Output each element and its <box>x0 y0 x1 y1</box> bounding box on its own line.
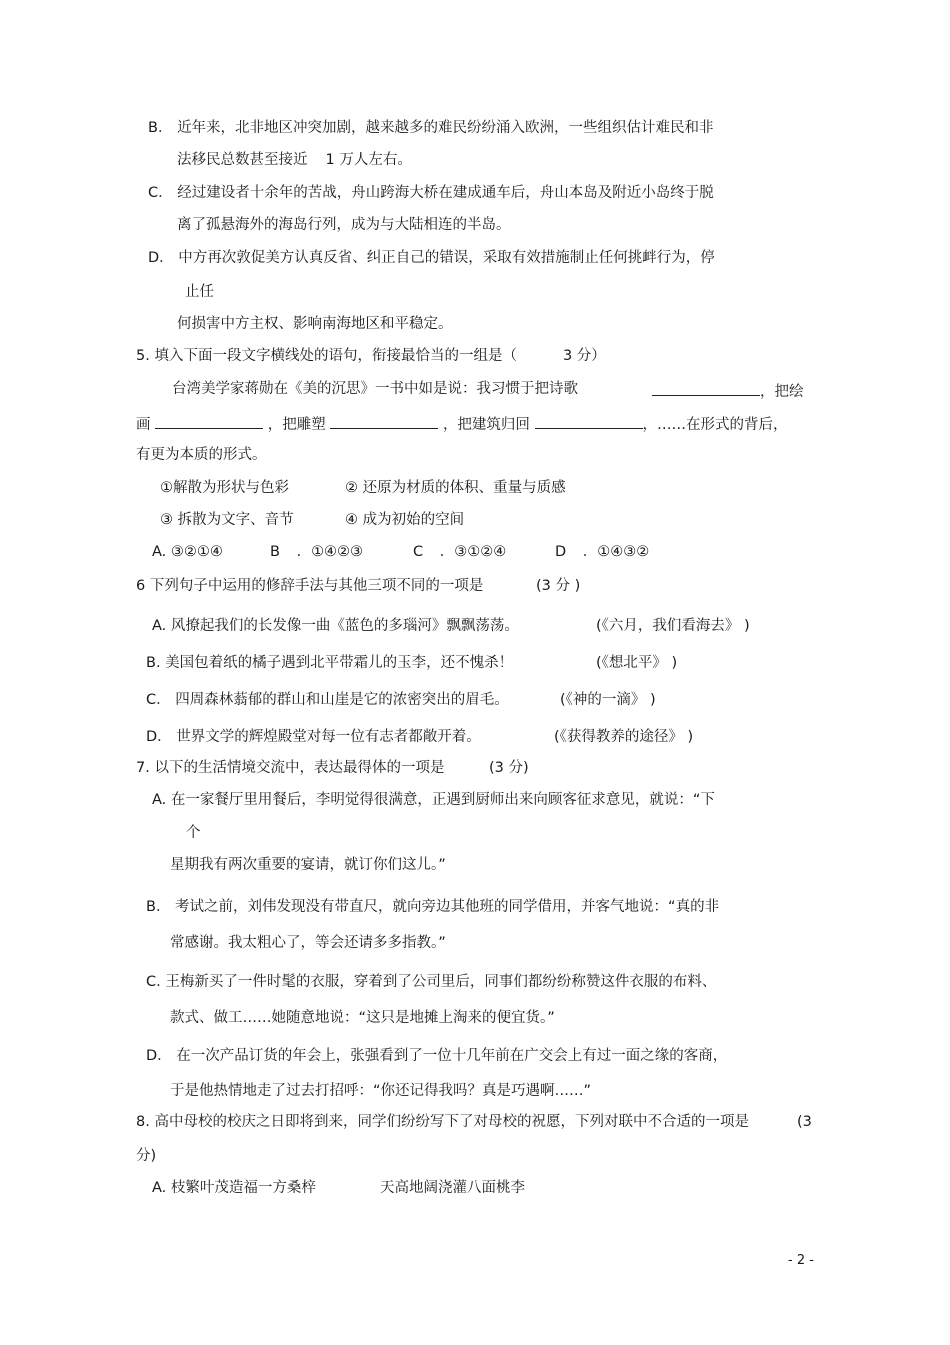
q6-option-b[interactable]: B. 美国包着纸的橘子遇到北平带霜儿的玉李，还不愧杀！ <box>146 655 514 671</box>
q4-option-c-line1: C． 经过建设者十余年的苦战，舟山跨海大桥在建成通车后，舟山本岛及附近小岛终于脱 <box>148 185 714 201</box>
q4-option-d-line2: 止任 <box>185 284 214 300</box>
q5-item-2: ② 还原为材质的体积、重量与质感 <box>345 480 566 496</box>
q7-stem: 7. 以下的生活情境交流中，表达最得体的一项是 <box>136 760 445 776</box>
q6-option-a[interactable]: A. 风撩起我们的长发像一曲《蓝色的多瑙河》飘飘荡荡。 <box>152 618 519 634</box>
q4-option-d-line1: D． 中方再次敦促美方认真反省、纠正自己的错误，采取有效措施制止任何挑衅行为，停 <box>148 250 715 266</box>
q7-option-c-line2: 款式、做工……她随意地说：“这只是地摊上淘来的便宜货。” <box>170 1010 555 1026</box>
q4-option-b-line1: B． 近年来，北非地区冲突加剧，越来越多的难民纷纷涌入欧洲，一些组织估计难民和非 <box>148 120 714 136</box>
q4-option-d-line3: 何损害中方主权、影响南海地区和平稳定。 <box>177 316 453 332</box>
q5-blank-2[interactable] <box>155 413 263 429</box>
q5-item-1: ①解散为形状与色彩 <box>160 480 289 496</box>
q8-option-a-right: 天高地阔浇灌八面桃李 <box>380 1180 525 1196</box>
q6-option-c-source: (《神的一滴》 ) <box>560 692 656 708</box>
q6-option-d[interactable]: D． 世界文学的辉煌殿堂对每一位有志者都敞开着。 <box>146 729 481 745</box>
page-number: - 2 - <box>788 1253 814 1268</box>
q7-option-b-line2: 常感谢。我太粗心了，等会还请多多指教。” <box>170 935 446 951</box>
q7-option-a-line3: 星期我有两次重要的宴请，就订你们这儿。” <box>170 857 446 873</box>
q5-blank-4[interactable] <box>535 413 643 429</box>
q6-option-a-source: (《六月，我们看海去》 ) <box>596 618 750 634</box>
q5-item-4: ④ 成为初始的空间 <box>345 512 465 528</box>
q7-score: (3 分) <box>489 760 529 776</box>
q5-passage-line2: 画 ，把雕塑 ，把建筑归回 ，……在形式的背后， <box>136 413 788 434</box>
q6-option-c[interactable]: C． 四周森林蓊郁的群山和山崖是它的浓密突出的眉毛。 <box>146 692 509 708</box>
q5-stem: 5. 填入下面一段文字横线处的语句，衔接最恰当的一组是（ 3 分） <box>136 348 606 364</box>
q5-choice-a[interactable]: A. ③②①④ <box>152 544 223 560</box>
q5-choice-d[interactable]: D ．①④③② <box>555 544 650 560</box>
q8-score-cont: 分) <box>136 1148 157 1164</box>
q5-item-3: ③ 拆散为文字、音节 <box>160 512 294 528</box>
q5-passage-line1-end: ，把绘 <box>652 380 804 401</box>
q6-option-b-source: (《想北平》 ) <box>596 655 678 671</box>
q7-option-c-line1[interactable]: C. 王梅新买了一件时髦的衣服，穿着到了公司里后，同事们都纷纷称赞这件衣服的布料、 <box>146 974 717 990</box>
q8-option-a[interactable]: A. 枝繁叶茂造福一方桑梓 <box>152 1180 316 1196</box>
q6-option-d-source: (《获得教养的途径》 ) <box>554 729 694 745</box>
q7-option-d-line2: 于是他热情地走了过去打招呼：“你还记得我吗？真是巧遇啊……” <box>170 1083 592 1099</box>
q4-option-b-line2: 法移民总数甚至接近 1 万人左右。 <box>177 152 412 168</box>
q5-blank-1[interactable] <box>652 380 760 396</box>
q5-passage-line1: 台湾美学家蒋勋在《美的沉思》一书中如是说：我习惯于把诗歌 <box>172 381 578 397</box>
q6-score: (3 分 ) <box>536 578 581 594</box>
q5-blank-3[interactable] <box>330 413 438 429</box>
q5-choice-b[interactable]: B ．①④②③ <box>270 544 364 560</box>
q5-choice-c[interactable]: C ．③①②④ <box>413 544 507 560</box>
q4-option-c-line2: 离了孤悬海外的海岛行列，成为与大陆相连的半岛。 <box>177 217 511 233</box>
q5-passage-line3: 有更为本质的形式。 <box>136 447 267 463</box>
q7-option-a-line2: 个 <box>186 825 201 841</box>
q8-score: (3 <box>797 1114 812 1130</box>
q7-option-d-line1[interactable]: D． 在一次产品订货的年会上，张强看到了一位十几年前在广交会上有过一面之缘的客商， <box>146 1048 728 1064</box>
q8-stem: 8. 高中母校的校庆之日即将到来，同学们纷纷写下了对母校的祝愿，下列对联中不合适的一项是 <box>136 1114 749 1130</box>
q7-option-b-line1[interactable]: B． 考试之前，刘伟发现没有带直尺，就向旁边其他班的同学借用，并客气地说：“真的非 <box>146 899 720 915</box>
q7-option-a-line1[interactable]: A. 在一家餐厅里用餐后，李明觉得很满意，正遇到厨师出来向顾客征求意见，就说：“下 <box>152 792 715 808</box>
q6-stem: 6 下列句子中运用的修辞手法与其他三项不同的一项是 <box>136 578 484 594</box>
